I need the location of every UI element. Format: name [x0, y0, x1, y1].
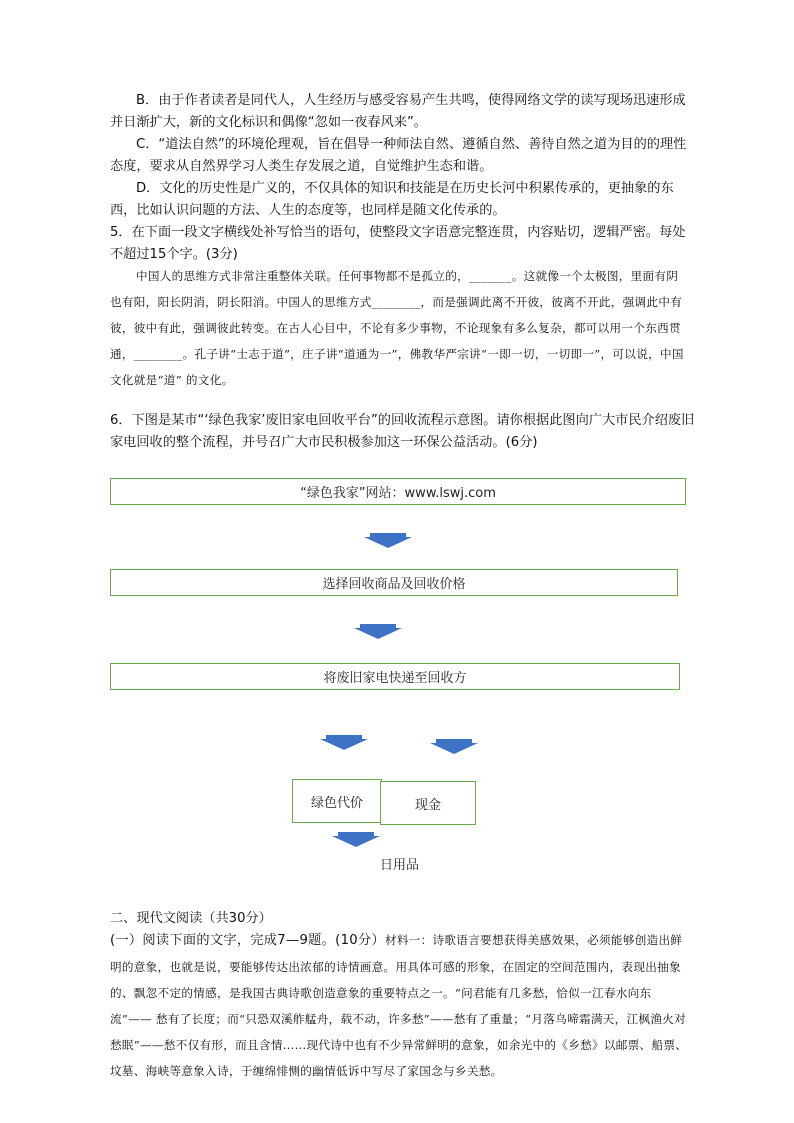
flow-arrow-2: [354, 624, 402, 640]
flow-arrow-1: [364, 533, 412, 549]
flow-box-ship-label: 将废旧家电快递至回收方: [323, 671, 467, 686]
flow-box-ship: [110, 663, 680, 690]
flow-arrow-5: [332, 832, 380, 848]
section-2-intro: (一）阅读下面的文字，完成7—9题。(10分）: [110, 933, 385, 948]
flow-box-select: [110, 569, 678, 596]
flow-label-daily-goods: 日用品: [380, 858, 420, 873]
flow-box-website-label: “绿色我家”网站：www.lswj.com: [300, 486, 496, 501]
flow-box-cash: [380, 781, 476, 825]
flow-box-green-price: [292, 779, 382, 823]
option-b: B．由于作者读者是同代人，人生经历与感受容易产生共鸣，使得网络文学的读写现场迅速形成并日渐扩大，新的文化标识和偶像“忽如一夜春风来”。: [110, 93, 686, 130]
section-2-material: 材料一：诗歌语言要想获得美感效果，必须能够创造出鲜明的意象，也就是说，要能够传达出浓郁的诗情画意。用具体可感的形象，在固定的空间范围内，表现出抽象的、飘忽不定的情感，是我国古典诗歌创造意象的重要特点之一。“问君能有几多愁，恰似一江春水向东流”—— 愁有了长度；而“只恐双溪舴艋舟，载不动，许多愁”——愁有了重量；“月落乌啼霜满天，江枫渔火对愁眠”——愁不仅有形，而且含情……现代诗中也有不少异常鲜明的意象，如余光中的《乡愁》以邮票、船票、坟墓、海峡等意象入诗，于缠绵悱恻的幽情低诉中写尽了家国念与乡关愁。: [110, 933, 688, 1078]
section-2-passage: [110, 927, 690, 1084]
option-d: D．文化的历史性是广义的，不仅具体的知识和技能是在历史长河中积累传承的，更抽象的东西，比如认识问题的方法、人生的态度等，也同样是随文化传承的。: [110, 181, 674, 218]
question-5-passage: 中国人的思维方式非常注重整体关联。任何事物都不是孤立的，_______。这就像一个太极图，里面有阴也有阳，阳长阴消，阴长阳消。中国人的思维方式________，而是强调此离不开彼，彼离不开此，强调此中有彼，彼中有此，强调彼此转变。在古人心目中，不论有多少事物，不论现象有多么复杂，都可以用一个东西贯通，________。孔子讲“士志于道”，庄子讲“道通为一”，佛教华严宗讲“一即一切，一切即一”，可以说，中国文化就是“道” 的文化。: [110, 269, 684, 387]
option-c: C．“道法自然”的环境伦理观，旨在倡导一种师法自然、遵循自然、善待自然之道为目的的理性态度，要求从自然界学习人类生存发展之道，自觉维护生态和谐。: [110, 137, 687, 174]
flow-box-select-label: 选择回收商品及回收价格: [322, 577, 466, 592]
flow-arrow-3: [320, 735, 368, 751]
section-2-heading: 二、现代文阅读（共30分）: [110, 911, 272, 926]
flow-box-green-price-label: 绿色代价: [310, 795, 363, 811]
question-6-prompt: 6．下图是某市“‘绿色我家’废旧家电回收平台”的回收流程示意图。请你根据此图向广大市民介绍废旧家电回收的整个流程，并号召广大市民积极参加这一环保公益活动。(6分): [110, 413, 695, 450]
flow-box-cash-label: 现金: [414, 797, 441, 813]
flow-arrow-4: [430, 739, 478, 755]
question-5-prompt: 5．在下面一段文字横线处补写恰当的语句，使整段文字语意完整连贯，内容贴切，逻辑严密。每处不超过15个字。(3分): [110, 225, 686, 262]
flow-box-website: [110, 478, 686, 505]
